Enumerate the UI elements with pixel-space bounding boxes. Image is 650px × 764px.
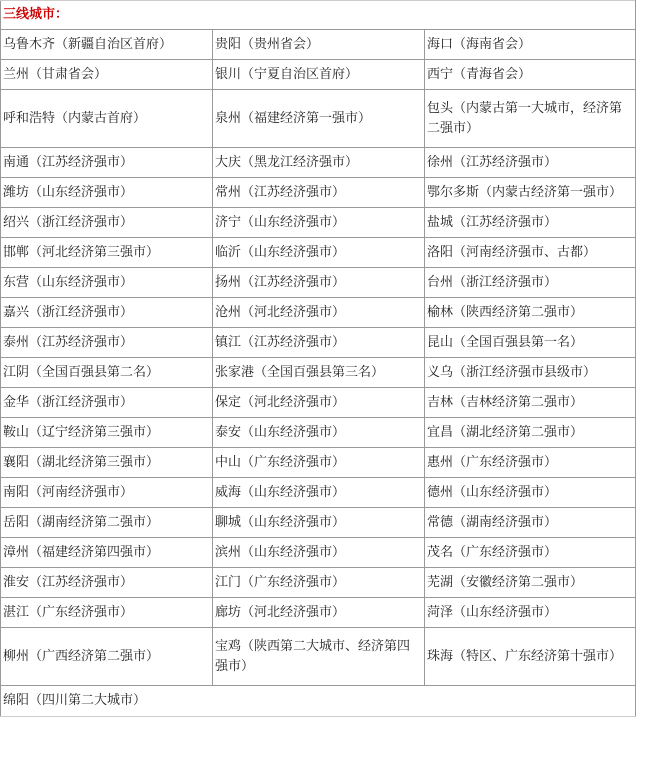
city-cell: 扬州（江苏经济强市） [213,268,425,298]
city-cell: 廊坊（河北经济强市） [213,598,425,628]
table-row [1,208,636,238]
city-cell: 临沂（山东经济强市） [213,238,425,268]
city-cell: 济宁（山东经济强市） [213,208,425,238]
city-cell: 泉州（福建经济第一强市） [213,90,425,148]
city-cell: 宜昌（湖北经济第二强市） [425,418,636,448]
city-cell: 保定（河北经济强市） [213,388,425,418]
table-row [1,358,636,388]
table-row [1,60,636,90]
city-cell: 襄阳（湖北经济第三强市） [1,448,213,478]
table-row [1,30,636,60]
city-cell: 聊城（山东经济强市） [213,508,425,538]
city-cell: 德州（山东经济强市） [425,478,636,508]
city-cell: 盐城（江苏经济强市） [425,208,636,238]
city-cell: 东营（山东经济强市） [1,268,213,298]
city-cell: 岳阳（湖南经济第二强市） [1,508,213,538]
city-cell: 嘉兴（浙江经济强市） [1,298,213,328]
table-row [1,568,636,598]
table-row [1,598,636,628]
city-cell: 威海（山东经济强市） [213,478,425,508]
city-cell: 芜湖（安徽经济第二强市） [425,568,636,598]
city-cell: 镇江（江苏经济强市） [213,328,425,358]
city-cell: 榆林（陕西经济第二强市） [425,298,636,328]
city-cell: 吉林（吉林经济第二强市） [425,388,636,418]
table-row [1,328,636,358]
city-cell: 常州（江苏经济强市） [213,178,425,208]
city-cell: 惠州（广东经济强市） [425,448,636,478]
table-row [1,448,636,478]
city-cell: 宝鸡（陕西第二大城市、经济第四强市） [213,628,425,686]
city-cell: 西宁（青海省会） [425,60,636,90]
table-row [1,538,636,568]
city-cell: 贵阳（贵州省会） [213,30,425,60]
city-cell: 漳州（福建经济第四强市） [1,538,213,568]
city-cell: 珠海（特区、广东经济第十强市） [425,628,636,686]
table-row [1,686,636,717]
table-row [1,298,636,328]
city-cell: 淮安（江苏经济强市） [1,568,213,598]
city-cell: 中山（广东经济强市） [213,448,425,478]
city-cell: 银川（宁夏自治区首府） [213,60,425,90]
city-cell: 江门（广东经济强市） [213,568,425,598]
city-cell: 菏泽（山东经济强市） [425,598,636,628]
city-cell: 南阳（河南经济强市） [1,478,213,508]
city-cell: 张家港（全国百强县第三名） [213,358,425,388]
table-row [1,148,636,178]
city-cell: 潍坊（山东经济强市） [1,178,213,208]
city-cell: 滨州（山东经济强市） [213,538,425,568]
city-cell: 台州（浙江经济强市） [425,268,636,298]
city-cell: 呼和浩特（内蒙古首府） [1,90,213,148]
city-cell: 洛阳（河南经济强市、古都） [425,238,636,268]
table-row [1,478,636,508]
table-row [1,388,636,418]
city-cell: 海口（海南省会） [425,30,636,60]
city-cell: 绵阳（四川第二大城市） [1,686,636,717]
city-cell: 乌鲁木齐（新疆自治区首府） [1,30,213,60]
city-cell: 绍兴（浙江经济强市） [1,208,213,238]
table-row [1,628,636,686]
city-cell: 义乌（浙江经济强市县级市） [425,358,636,388]
city-cell: 金华（浙江经济强市） [1,388,213,418]
city-cell: 江阴（全国百强县第二名） [1,358,213,388]
table-title: 三线城市： [1,1,636,30]
city-cell: 邯郸（河北经济第三强市） [1,238,213,268]
city-cell: 常德（湖南经济强市） [425,508,636,538]
table-header-row [1,1,636,30]
city-cell: 湛江（广东经济强市） [1,598,213,628]
table-row [1,90,636,148]
city-cell: 鞍山（辽宁经济第三强市） [1,418,213,448]
city-cell: 茂名（广东经济强市） [425,538,636,568]
city-cell: 兰州（甘肃省会） [1,60,213,90]
city-cell: 柳州（广西经济第二强市） [1,628,213,686]
city-cell: 泰安（山东经济强市） [213,418,425,448]
city-cell: 泰州（江苏经济强市） [1,328,213,358]
table-row [1,418,636,448]
city-cell: 鄂尔多斯（内蒙古经济第一强市） [425,178,636,208]
city-cell: 包头（内蒙古第一大城市，经济第二强市） [425,90,636,148]
table-row [1,508,636,538]
city-cell: 大庆（黑龙江经济强市） [213,148,425,178]
city-cell: 南通（江苏经济强市） [1,148,213,178]
city-cell: 徐州（江苏经济强市） [425,148,636,178]
table-row [1,178,636,208]
city-cell: 沧州（河北经济强市） [213,298,425,328]
city-cell: 昆山（全国百强县第一名） [425,328,636,358]
table-row [1,268,636,298]
table-row [1,238,636,268]
